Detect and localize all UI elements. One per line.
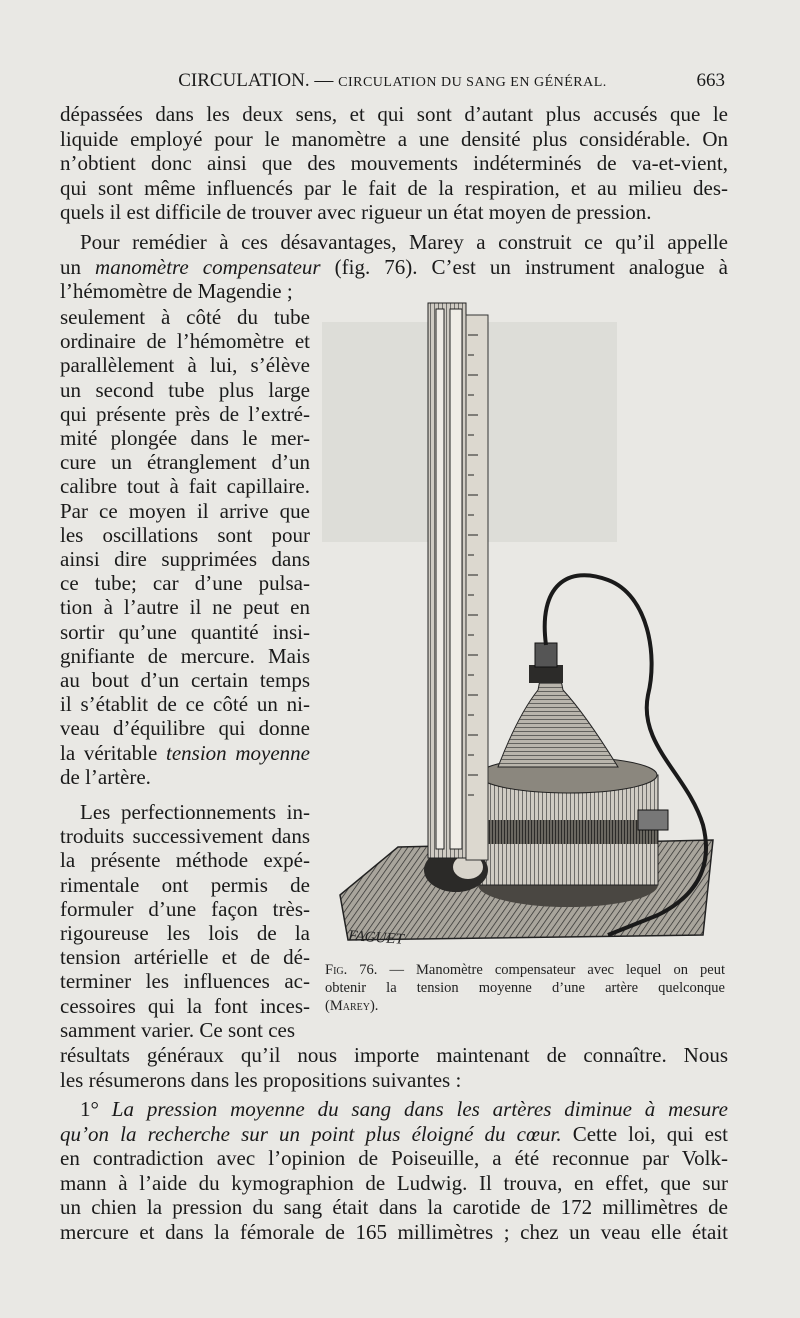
text-line: mann à l’aide du kymographion de Ludwig. Il trouva, en effet, que sur: [60, 1170, 728, 1195]
text-line: mité plongée dans le mer-: [60, 426, 310, 451]
text-line: rimentale ont permis de: [60, 872, 310, 897]
text-run: (fig. 76). C’est un instrument analogue à: [320, 254, 728, 279]
text-line: Par ce moyen il arrive que: [60, 498, 310, 523]
text-line: ordinaire de l’hémomètre et: [60, 329, 310, 354]
text-line: [60, 1097, 728, 1122]
caption-line: [325, 961, 725, 979]
text-line: n’obtient donc ainsi que des mouvements indéterminés de va-et-vient,: [60, 151, 728, 175]
text-line: mercure et dans la fémorale de 165 millimètres ; chez un veau elle était: [60, 1219, 728, 1244]
italic-law: qu’on la recherche sur un point plus éloigné du cœur.: [60, 1121, 562, 1146]
text-line: seulement à côté du tube: [60, 305, 310, 329]
running-title-main: CIRCULATION.: [178, 70, 310, 91]
text-line: au bout d’un certain temps: [60, 668, 310, 693]
text-line: la présente méthode expé-: [60, 848, 310, 873]
text-line: [60, 741, 310, 765]
text-line: quels il est difficile de trouver avec rigueur un état moyen de pression.: [60, 200, 652, 224]
text-line: parallèlement à lui, s’élève: [60, 353, 310, 378]
text-line: formuler d’une façon très-: [60, 896, 310, 921]
text-line: en contradiction avec l’opinion de Poiseuille, a été reconnue par Volk-: [60, 1146, 728, 1170]
text-line: veau d’équilibre qui donne: [60, 716, 310, 741]
text-line: il s’établit de ce côté un ni-: [60, 692, 310, 717]
text-line: troduits successivement dans: [60, 824, 310, 849]
text-run: un: [60, 254, 96, 279]
caption-label: Fig. 76.: [325, 962, 378, 978]
second-paragraph: [60, 230, 728, 304]
italic-term: tension moyenne: [166, 740, 310, 765]
text-line: cure un étranglement d’un: [60, 450, 310, 475]
running-title: [60, 70, 725, 92]
running-title-sub: CIRCULATION DU SANG EN GÉNÉRAL.: [338, 75, 607, 90]
text-line: ainsi dire supprimées dans: [60, 547, 310, 572]
text-line: terminer les influences ac-: [60, 969, 310, 994]
column-text-2: [60, 800, 310, 1042]
text-line: dépassées dans les deux sens, et qui sont d’autant plus accusés que le: [60, 102, 728, 126]
italic-term: manomètre compensateur: [95, 254, 321, 279]
text-line: l’hémomètre de Magendie ;: [60, 279, 293, 303]
text-line: gnifiante de mercure. Mais: [60, 643, 310, 668]
text-line: cessoires qui la font inces-: [60, 993, 310, 1018]
text-line: tension artérielle et de dé-: [60, 945, 310, 970]
manometer-engraving: [318, 295, 718, 950]
text-line: résultats généraux qu’il nous importe maintenant de connaître. Nous: [60, 1043, 728, 1067]
glass-dome: [498, 680, 618, 767]
wide-glass-tube: [450, 309, 462, 849]
text-line: liquide employé pour le manomètre a une densité plus considérable. On: [60, 126, 728, 151]
text-line: qui sont même influencés par le fait de la respiration, et au milieu des-: [60, 175, 728, 200]
figure-caption: [325, 961, 725, 1015]
text-line: [60, 255, 728, 280]
text-line: Les perfectionnements in-: [80, 800, 310, 824]
engraver-signature: FAGUET: [347, 928, 405, 948]
proposition-paragraph: [60, 1097, 728, 1244]
text-line: samment varier. Ce sont ces: [60, 1017, 296, 1042]
dome-collar: [529, 665, 563, 683]
text-run: Cette loi, qui est: [561, 1121, 728, 1146]
bottom-paragraph: [60, 1043, 728, 1092]
text-line: ce tube; car d’une pulsa-: [60, 571, 310, 596]
vessel-band: [480, 820, 658, 844]
column-text: [60, 305, 310, 789]
graduated-scale: [466, 315, 488, 860]
text-line: de l’artère.: [60, 764, 151, 789]
proposition-number: 1°: [80, 1097, 99, 1121]
text-line: sortir qu’une quantité insi-: [60, 619, 310, 644]
caption-line: (Marey).: [325, 998, 379, 1014]
text-line: [60, 1122, 728, 1147]
tube-connector: [535, 643, 557, 667]
text-line: Pour remédier à ces désavantages, Marey a construit ce qu’il appelle: [80, 230, 728, 254]
caption-line: obtenir la tension moyenne d’une artère quelconque: [325, 980, 725, 996]
text-line: les oscillations sont pour: [60, 522, 310, 547]
text-line: un second tube plus large: [60, 377, 310, 402]
text-line: tion à l’autre il ne peut en: [60, 595, 310, 620]
text-line: rigoureuse les lois de la: [60, 921, 310, 946]
page-number: 663: [696, 70, 725, 91]
text-line: les résumerons dans les propositions suivantes :: [60, 1067, 462, 1092]
text-line: calibre tout à fait capillaire.: [60, 474, 310, 499]
italic-law: La pression moyenne du sang dans les artères diminue à mesure: [111, 1097, 729, 1121]
text-line: qui présente près de l’extré-: [60, 401, 310, 426]
running-title-separator: —: [314, 70, 334, 91]
caption-text: — Manomètre compensateur avec lequel on peut: [377, 962, 725, 978]
side-clamp: [638, 810, 668, 830]
running-header: [60, 70, 725, 98]
text-run: la véritable: [60, 740, 166, 765]
top-paragraph: [60, 102, 728, 225]
narrow-glass-tube: [436, 309, 444, 849]
text-line: un chien la pression du sang était dans la carotide de 172 millimètres de: [60, 1195, 728, 1219]
